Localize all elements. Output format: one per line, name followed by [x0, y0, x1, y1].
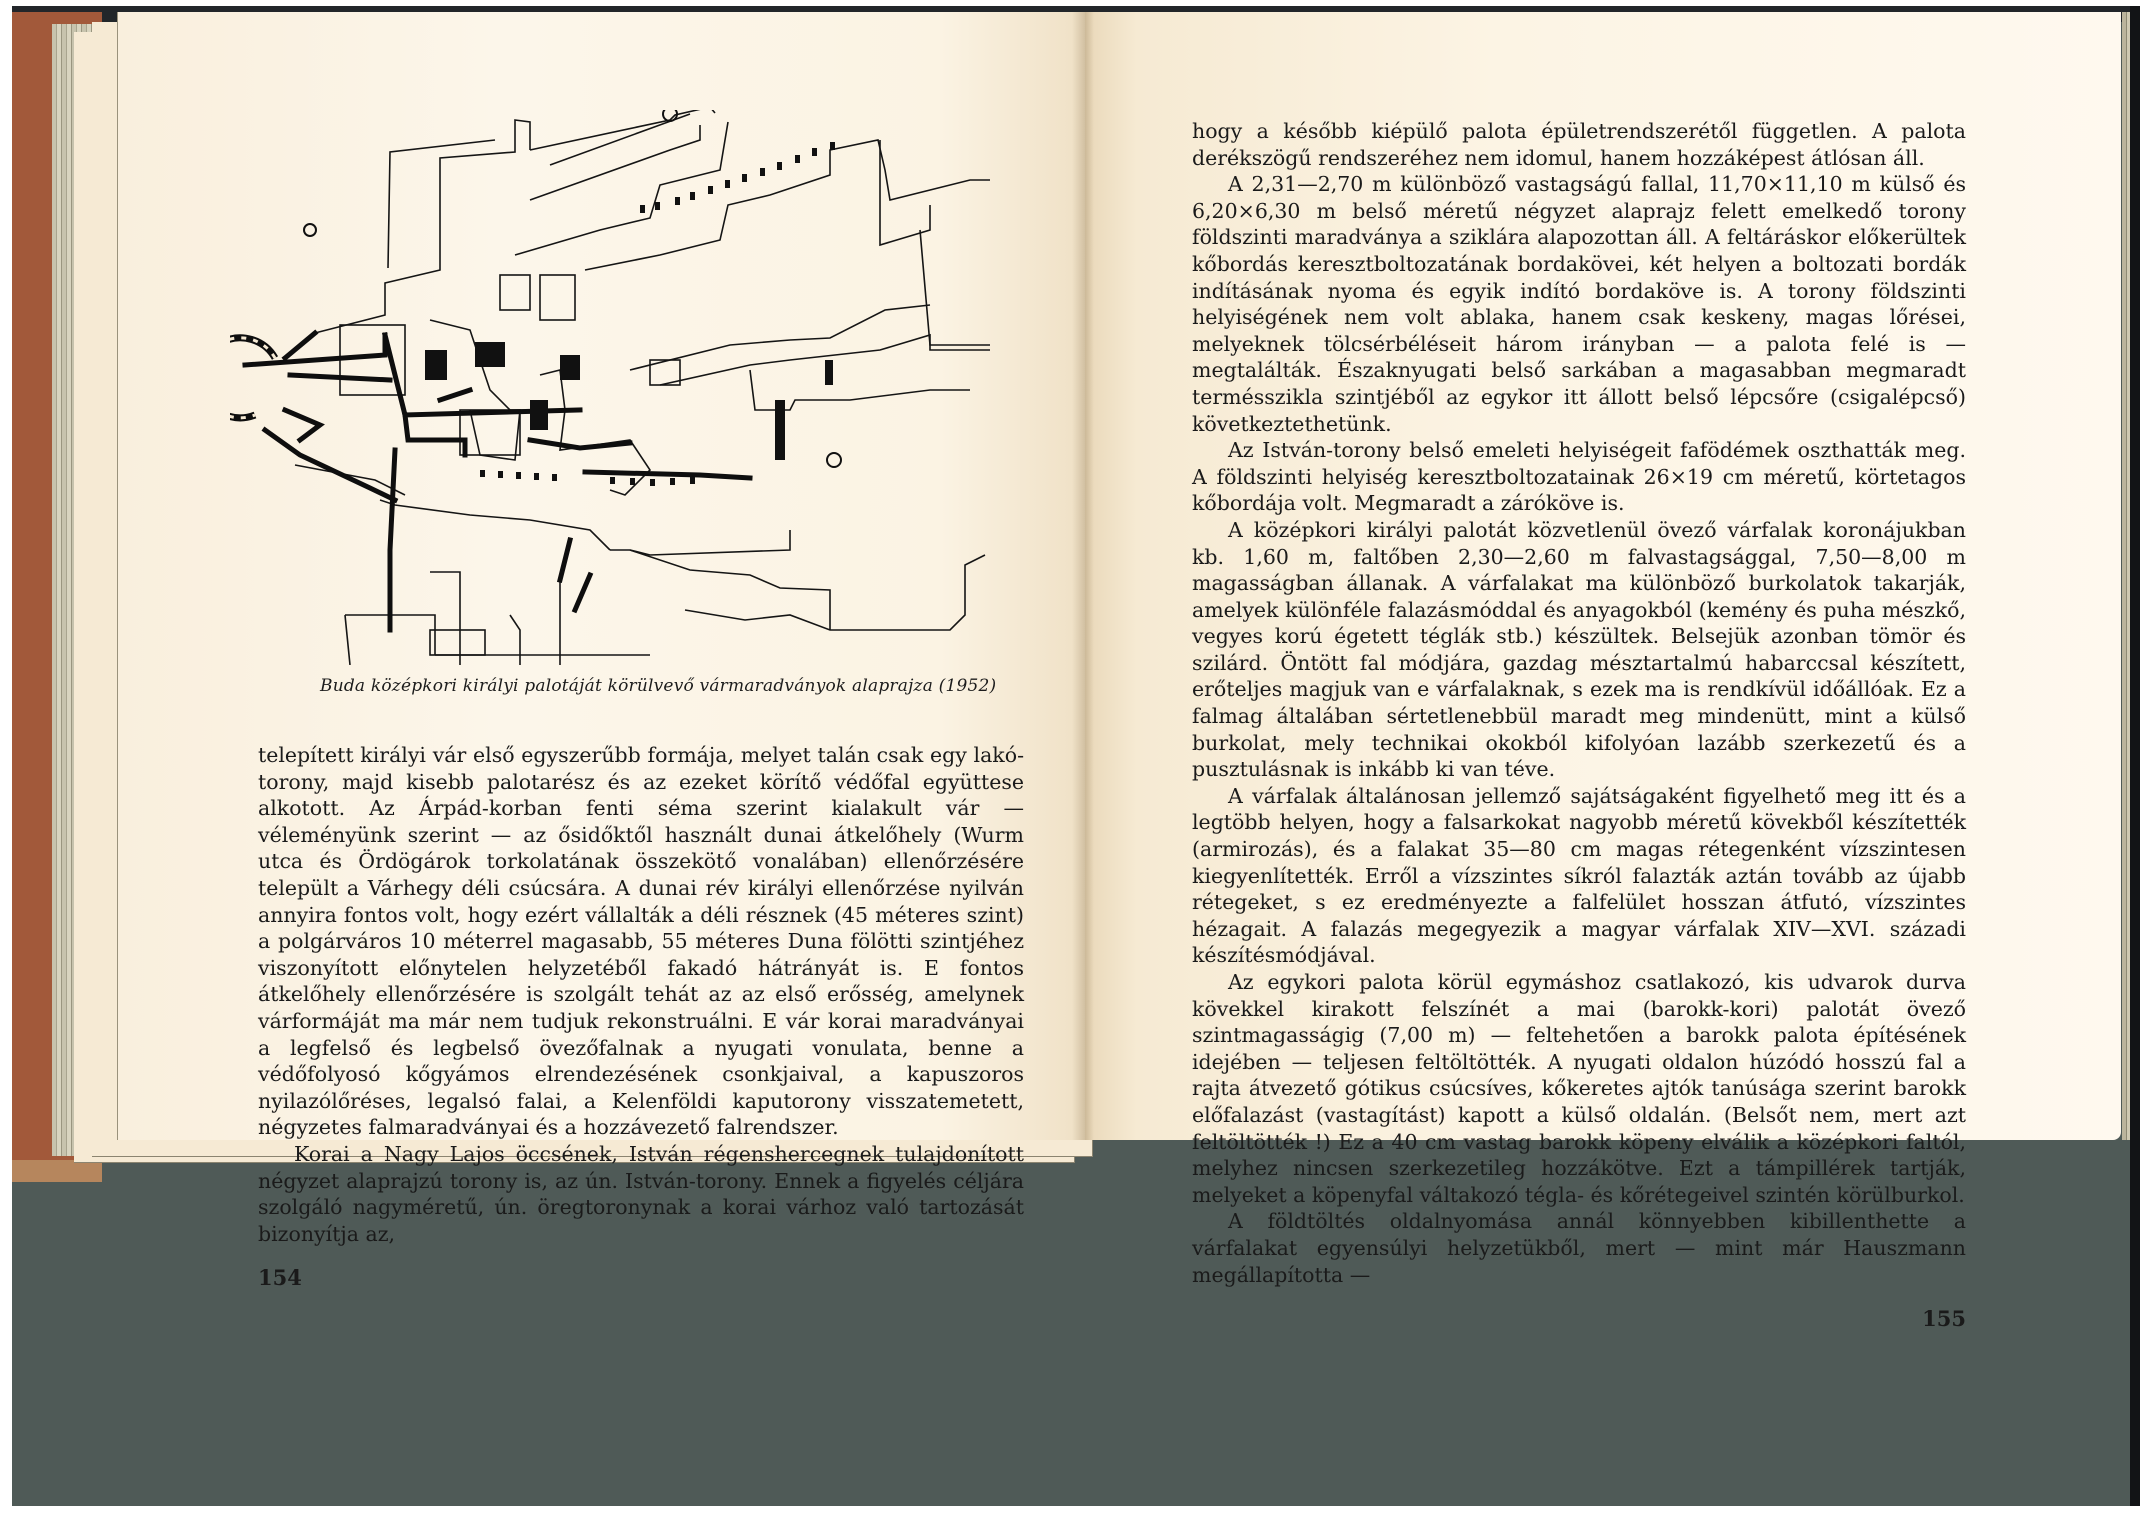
floor-plan-drawing-icon — [230, 110, 990, 665]
paragraph: hogy a később kiépülő palota épületrendszerétől független. A palota derékszögű rendszeréhez nem idomul, hanem hozzáképest átlósan áll. — [1192, 119, 1966, 170]
right-page-column — [1192, 118, 1966, 1332]
left-page-body — [258, 742, 1024, 1247]
paragraph: A középkori királyi palotát közvetlenül övező várfalak koronájukban kb. 1,60 m, faltőben 2,30—2,60 m falvastagsággal, 7,50—8,00 m magasságban állanak. A várfalakat ma különböző burkolatok takarják, amelyek különféle falazásmóddal és anyagokból (kemény és puha mészkő, vegyes korú égetett téglák stb.) készültek. Belsejük azonban tömör és szilárd. Öntött fal módjára, gazdag mésztartalmú habarccsal készített, erőteljes magjuk van e várfalaknak, s ezek ma is rendkívül időállóak. Ez a falmag általában sértetlenebbül maradt meg mindenütt, mint a külső burkolat, mely technikai okokból kifolyóan lazább szerkezetű és a pusztulásnak is inkább ki van téve. — [1192, 517, 1966, 782]
paragraph: A várfalak általánosan jellemző sajátságaként figyelhető meg itt és a legtöbb helyen, hogy a falsarkokat nagyobb méretű kövekből készítették (armirozás), és a falakat 35—80 cm magas rétegenként vízszintesen kiegyenlítették. Erről a vízszintes síkról falazták aztán tovább az újabb rétegeket, s ez eredményezte a falfelület hosszan átfutó, vízszintes hézagait. A falazás megegyezik a magyar várfalak XIV—XVI. századi készítésmódjával. — [1192, 783, 1966, 968]
paragraph: telepített királyi vár első egyszerűbb formája, melyet talán csak egy lakó-torony, majd kisebb palotarész és az ezeket körítő védőfal együttese alkotott. Az Árpád-korban fenti séma szerint kialakult vár — véleményünk szerint — az ősidőktől használt dunai átkelőhely (Wurm utca és Ördögárok torkolatának összekötő vonalában) ellenőrzésére települt a Várhegy déli csúcsára. A dunai rév királyi ellenőrzése nyilván annyira fontos volt, hogy ezért vállalták a déli résznek (45 méteres szint) a polgárváros 10 méterrel magasabb, 55 méteres Duna fölötti szintjéhez viszonyított előnytelen helyzetéből fakadó hátrányát is. E fontos átkelőhely ellenőrzésére is szolgált tehát az az első erősség, amelynek várformáját ma már nem tudjuk rekonstruálni. E vár korai maradványai a legfelső és legbelső övezőfalnak a nyugati vonulata, benne a védőfolyosó kőgyámos elrendezésének csonkjaival, a kapuszoros nyilazólőréses, legalsó falai, a Kelenföldi kaputorony visszatemetett, négyzetes falmaradványai és a hozzávezető falrendszer. — [258, 743, 1024, 1140]
scanner-shadow-right — [2130, 6, 2140, 1506]
book-gutter — [1072, 12, 1094, 1140]
figure-caption: Buda középkori királyi palotáját körülvevő vármaradványok alaprajza (1952) — [320, 676, 997, 696]
paragraph: A 2,31—2,70 m különböző vastagságú fallal, 11,70×11,10 m külső és 6,20×6,30 m belső méretű négyzet alaprajz felett emelkedő torony földszinti maradványa a sziklára alapozottan áll. A feltáráskor előkerültek kőbordás keresztboltozatának bordakövei, két helyen a boltozati bordák indításának nyoma és egyik indító bordaköve is. A torony földszinti helyiségének nem volt ablaka, hanem csak keskeny, magas lőrései, melyeknek tölcsérbéléseit három irányban — a palota felé is — megtalálták. Északnyugati belső sarkában a magasabban megmaradt termésszikla szintjéből az egykor itt állott belső lépcsőre (csigalépcső) következtethetünk. — [1192, 172, 1966, 436]
paragraph: Az István-torony belső emeleti helyiségeit fafödémek oszthatták meg. A földszinti helyiség keresztboltozatainak 26×19 cm méretű, körtetagos kőbordája volt. Megmaradt a záróköve is. — [1192, 438, 1966, 516]
paragraph: A földtöltés oldalnyomása annál könnyebben kibillenthette a várfalakat egyensúlyi helyzetükből, mert — mint már Hauszmann megállapította — — [1192, 1209, 1966, 1287]
paragraph: Korai a Nagy Lajos öccsének, István régenshercegnek tulajdonított négyzet alaprajzú torony is, az ún. István-torony. Ennek a figyelés céljára szolgáló nagyméretű, ún. öregtoronynak a korai várhoz való tartozását bizonyítja az, — [258, 1141, 1024, 1246]
paragraph: Az egykori palota körül egymáshoz csatlakozó, kis udvarok durva kövekkel kirakott felszínét a mai (barokk-kori) palotát övező szintmagasságig (7,00 m) — feltehetően a barokk palota építésének idejében — teljesen feltöltötték. A nyugati oldalon húzódó hosszú fal a rajta átvezető gótikus csúcsíves, kőkeretes ajtók tanúsága szerint barokk előfalazást (vastagítást) kapott a külső oldalán. (Belsőt nem, mert azt feltöltötték !) Ez a 40 cm vastag barokk köpeny elválik a középkori faltól, melyhez nincsen szerkezetileg hozzákötve. Ezt a támpillérek tartják, melyeket a köpenyfal váltakozó tégla- és kőrétegeivel szintén körülburkol. — [1192, 970, 1966, 1207]
right-page-body — [1192, 118, 1966, 1288]
page-number: 154 — [258, 1265, 302, 1291]
page-number: 155 — [1922, 1306, 1966, 1332]
left-page-column — [258, 742, 1024, 1291]
